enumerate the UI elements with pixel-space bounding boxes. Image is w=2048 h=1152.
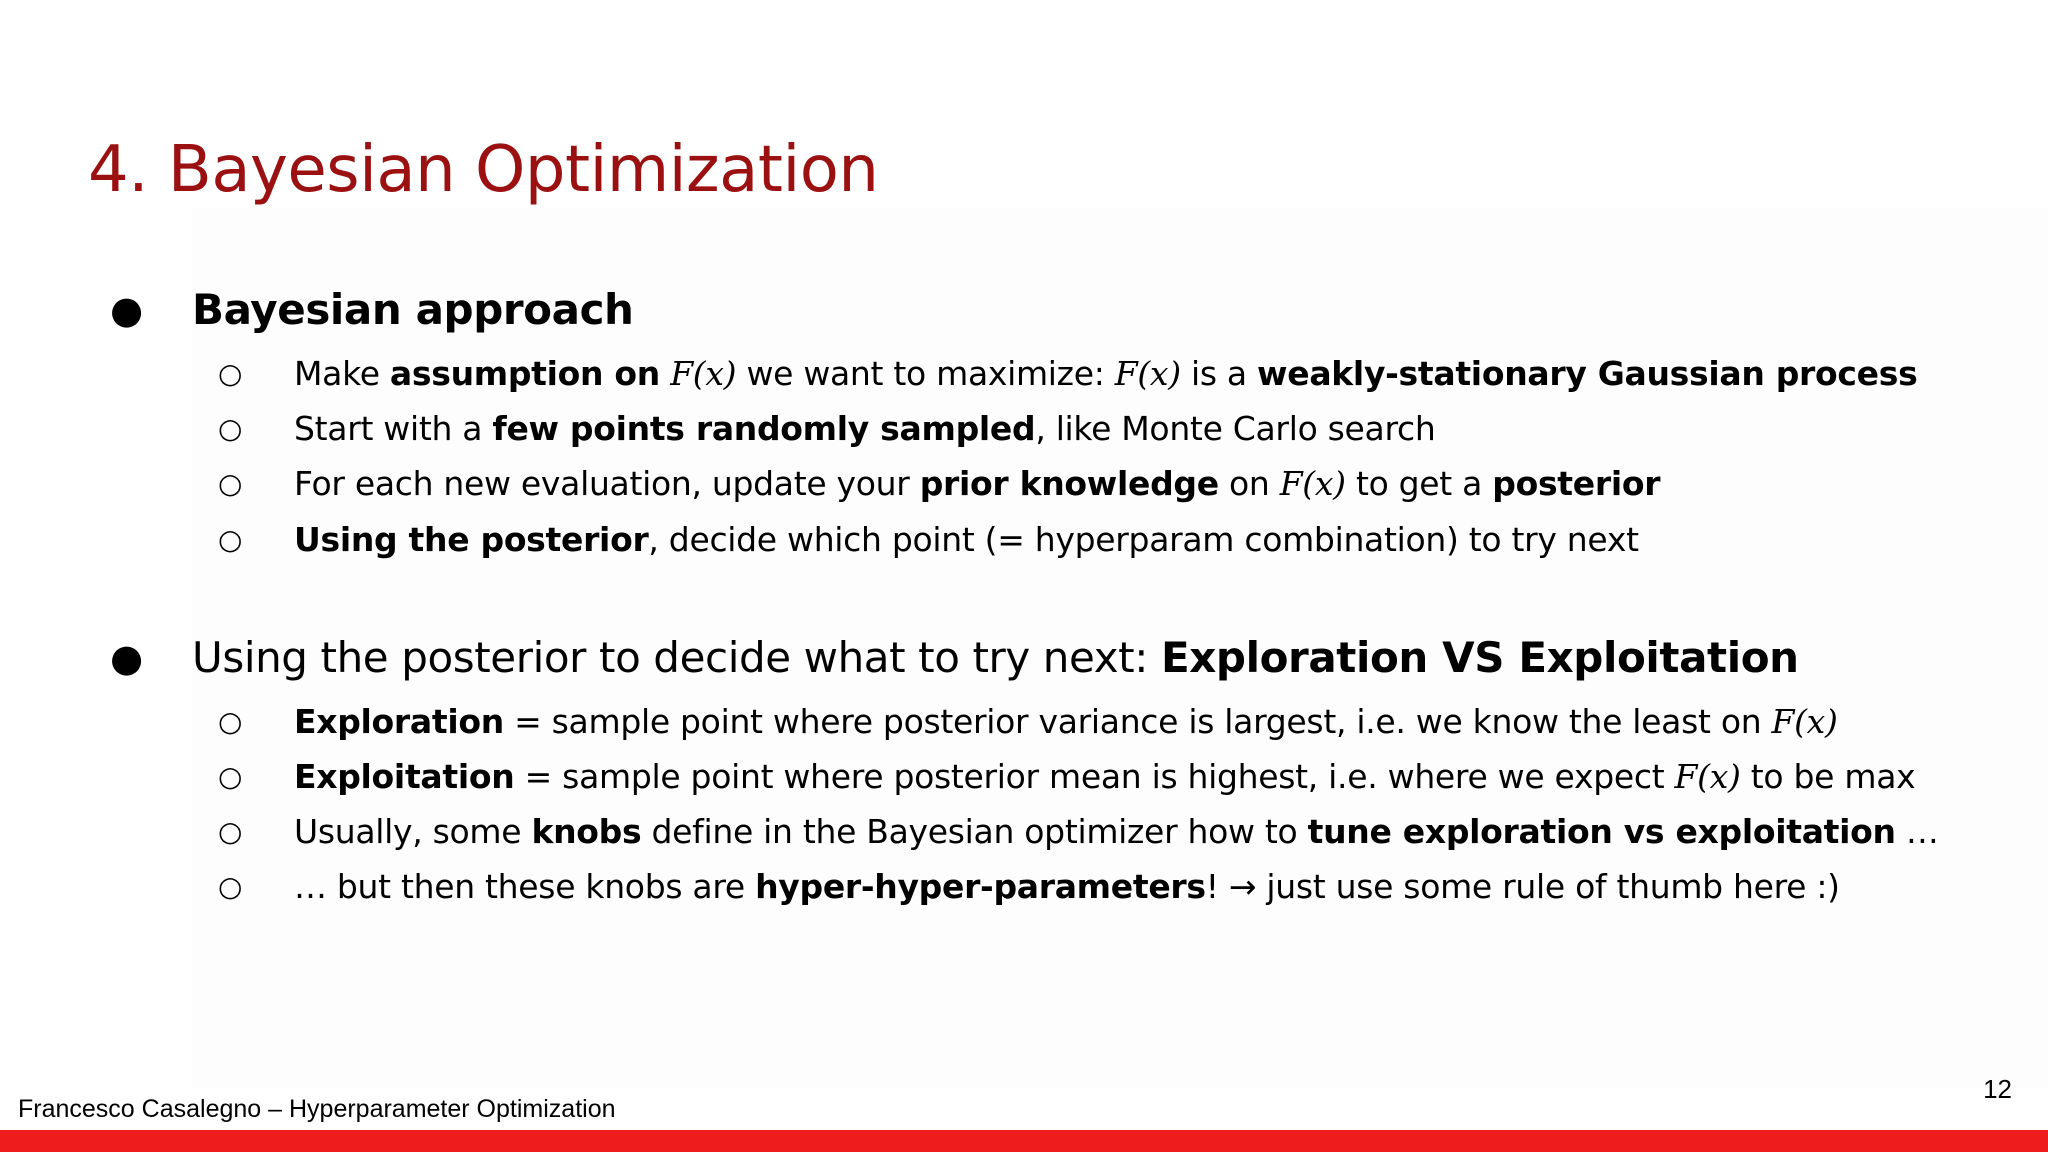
sub-bullet-icon: ○ (218, 523, 243, 556)
sub-bullet-icon: ○ (218, 412, 243, 445)
sub-bullet-text: … but then these knobs are hyper-hyper-parameters! → just use some rule of thumb here :) (294, 867, 1840, 906)
sub-bullet-text: For each new evaluation, update your prior knowledge on F(x) to get a posterior (294, 464, 1661, 503)
sub-bullet-icon: ○ (218, 815, 243, 848)
bullet-icon: ● (110, 636, 144, 680)
sub-bullet-icon: ○ (218, 870, 243, 903)
slide-title: 4. Bayesian Optimization (88, 133, 879, 207)
bullet-text: Using the posterior to decide what to try next: Exploration VS Exploitation (192, 633, 1799, 682)
sub-bullet-text: Make assumption on F(x) we want to maximize: F(x) is a weakly-stationary Gaussian process (294, 354, 1918, 393)
sub-bullet-icon: ○ (218, 467, 243, 500)
bullet-icon: ● (110, 288, 144, 332)
sub-bullet-text: Exploitation = sample point where posterior mean is highest, i.e. where we expect F(x) to be max (294, 757, 1916, 796)
sub-bullet-text: Using the posterior, decide which point (= hyperparam combination) to try next (294, 520, 1639, 559)
sub-bullet-text: Exploration = sample point where posterior variance is largest, i.e. we know the least on F(x) (294, 702, 1838, 741)
sub-bullet-text: Usually, some knobs define in the Bayesian optimizer how to tune exploration vs exploitation … (294, 812, 1939, 851)
footer-bar (0, 1130, 2048, 1152)
sub-bullet-text: Start with a few points randomly sampled, like Monte Carlo search (294, 409, 1436, 448)
footer-author-title: Francesco Casalegno – Hyperparameter Optimization (18, 1095, 616, 1123)
sub-bullet-icon: ○ (218, 357, 243, 390)
sub-bullet-icon: ○ (218, 705, 243, 738)
sub-bullet-icon: ○ (218, 760, 243, 793)
page-number: 12 (1983, 1074, 2012, 1104)
bullet-text: Bayesian approach (192, 285, 634, 334)
